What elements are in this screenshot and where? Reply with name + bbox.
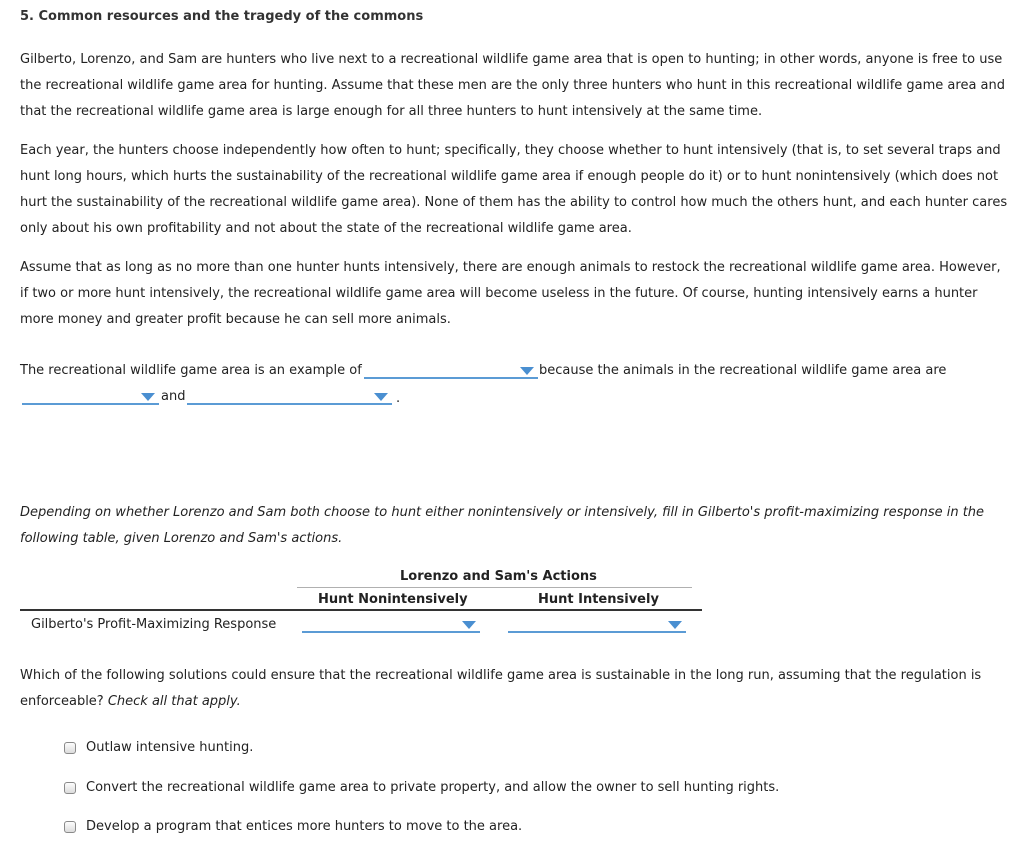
solutions-hint: Check all that apply. (107, 694, 241, 709)
rules-paragraph: Each year, the hunters choose independently how often to hunt; specifically, they choose whether to hunt intensively (that is, to set several traps and hunt long hours, which hurts the sustainability of the recreational wildlife game area if enough people do it) or to hunt nonintensively (which does not hurt the sustainability of the recreational wildlife game area). None of them has the ability to control how much the others hunt, and each hunter cares only about his own profitability and not about the state of the recreational wildlife game area. (20, 143, 1008, 236)
question-title: 5. Common resources and the tragedy of the commons (20, 9, 424, 24)
intro-paragraph: Gilberto, Lorenzo, and Sam are hunters who live next to a recreational wildlife game area that is open to hunting; in other words, anyone is free to use the recreational wildlife game area for hunting. Assume that these men are the only three hunters who hunt in this recreational wildlife game area and that the recreational wildlife game area is large enough for all three hunters to hunt intensively at the same time. (20, 52, 1005, 119)
assumption-paragraph: Assume that as long as no more than one hunter hunts intensively, there are enough animals to restock the recreational wildlife game area. However, if two or more hunt intensively, the recreational wildlife game area will become useless in the future. Of course, hunting intensively earns a hunter more money and greater profit because he can sell more animals. (20, 260, 1001, 327)
rivalry-dropdown[interactable] (187, 391, 392, 405)
chevron-down-icon (141, 393, 155, 401)
table-group-header: Lorenzo and Sam's Actions (400, 569, 597, 584)
chevron-down-icon (520, 367, 534, 375)
column-header-nonintensive: Hunt Nonintensively (318, 592, 468, 607)
resource-type-dropdown[interactable] (364, 365, 538, 379)
chevron-down-icon (668, 621, 682, 629)
option-more-hunters[interactable] (64, 819, 522, 834)
option-label: Develop a program that entices more hunters to move to the area. (86, 819, 523, 834)
solutions-question (20, 663, 1010, 715)
checkbox[interactable] (64, 821, 76, 833)
excludability-dropdown[interactable] (22, 391, 159, 405)
column-header-intensive: Hunt Intensively (538, 592, 659, 607)
chevron-down-icon (374, 393, 388, 401)
response-intensive-dropdown[interactable] (508, 619, 686, 633)
option-private-property[interactable] (64, 780, 779, 795)
row-label: Gilberto's Profit-Maximizing Response (31, 617, 277, 632)
response-nonintensive-dropdown[interactable] (302, 619, 480, 633)
checkbox[interactable] (64, 742, 76, 754)
table-header-rule (20, 609, 702, 611)
chevron-down-icon (462, 621, 476, 629)
solutions-question-text: Which of the following solutions could ensure that the recreational wildlife game area is sustainable in the long run, assuming that the regulation is enforceable? (20, 668, 982, 709)
option-label: Outlaw intensive hunting. (86, 740, 254, 755)
table-instructions: Depending on whether Lorenzo and Sam both choose to hunt either nonintensively or intensively, fill in Gilberto's profit-maximizing response in the following table, given Lorenzo and Sam's actions. (20, 505, 985, 546)
option-label: Convert the recreational wildlife game area to private property, and allow the owner to sell hunting rights. (86, 780, 780, 795)
fill-in-middle: because the animals in the recreational wildlife game area are (539, 363, 947, 378)
fill-in-prefix: The recreational wildlife game area is an example of (20, 363, 362, 378)
checkbox[interactable] (64, 782, 76, 794)
option-outlaw[interactable] (64, 740, 253, 755)
fill-in-joiner: and (161, 389, 186, 404)
header-divider (297, 587, 692, 588)
fill-in-suffix: . (396, 391, 401, 406)
